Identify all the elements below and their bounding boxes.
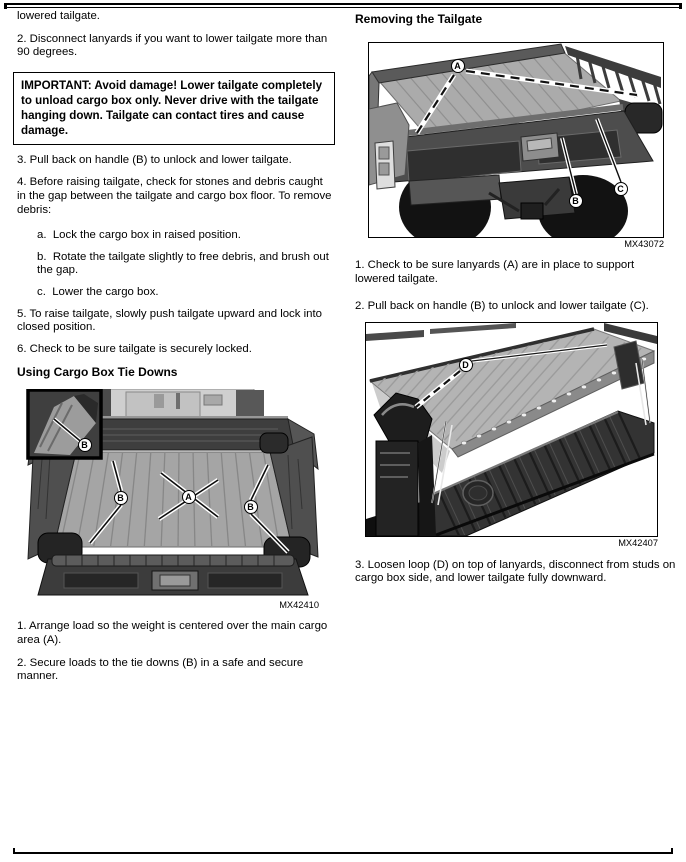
header-rule-cap-right (679, 3, 682, 9)
callout-d-badge: D (459, 358, 473, 372)
tie-step-2: 2. Secure loads to the tie downs (B) in a safe and secure manner. (17, 656, 304, 683)
substep-c: c. Lower the cargo box. (37, 285, 159, 298)
section-heading-tie-downs: Using Cargo Box Tie Downs (17, 365, 178, 380)
callout-c-badge: C (614, 182, 628, 196)
header-rule-bottom (4, 7, 682, 8)
footer-rule (13, 852, 673, 854)
step-5: 5. To raise tailgate, slowly push tailgate upward and lock into closed position. (17, 307, 322, 334)
figure-caption: MX42407 (618, 537, 658, 548)
step-3: 3. Pull back on handle (B) to unlock and lower tailgate. (17, 153, 292, 166)
callout-b-badge: B (244, 500, 258, 514)
figure-lowered-tailgate (365, 322, 658, 537)
step-6: 6. Check to be sure tailgate is securely locked. (17, 342, 252, 355)
callout-b-badge: B (78, 438, 92, 452)
section-heading-removing-tailgate: Removing the Tailgate (355, 12, 483, 26)
remove-step-2: 2. Pull back on handle (B) to unlock and lower tailgate (C). (355, 300, 649, 313)
figure-tailgate-rear-view (368, 42, 664, 238)
paragraph-continued: lowered tailgate. (17, 10, 100, 22)
callout-b-badge: B (114, 491, 128, 505)
callout-b-badge: B (569, 194, 583, 208)
important-notice: IMPORTANT: Avoid damage! Lower tailgate completely to unload cargo box only. Never drive with the tailgate hanging down. Tailgate can contact tires and cause damage. (13, 72, 335, 145)
tie-step-1: 1. Arrange load so the weight is centered over the main cargo area (A). (17, 620, 328, 646)
header-rule-cap-left (4, 3, 7, 9)
remove-step-3: 3. Loosen loop (D) on top of lanyards, disconnect from studs on cargo box side, and lower tailgate fully downward. (355, 558, 676, 585)
figure-caption: MX42410 (279, 600, 319, 611)
footer-rule-tick-left (13, 848, 15, 854)
left-column (17, 10, 333, 693)
cargo-box-illustration (26, 389, 319, 599)
substep-b: b. Rotate the tailgate slightly to free debris, and brush out the gap. (37, 250, 333, 277)
callout-a-badge: A (182, 490, 196, 504)
substep-a: a. Lock the cargo box in raised position. (37, 229, 241, 242)
figure-cargo-box-tie-downs (26, 389, 319, 599)
callout-a-badge: A (451, 59, 465, 73)
figure-caption: MX43072 (624, 239, 664, 249)
tailgate-rear-view-illustration (369, 43, 663, 237)
remove-step-1: 1. Check to be sure lanyards (A) are in place to support lowered tailgate. (355, 259, 635, 285)
step-2: 2. Disconnect lanyards if you want to lower tailgate more than 90 degrees. (17, 32, 328, 59)
header-rule-top (4, 3, 682, 5)
right-column (355, 12, 677, 595)
lowered-tailgate-illustration (366, 323, 657, 536)
step-4: 4. Before raising tailgate, check for stones and debris caught in the gap between the tailgate and cargo box floor. To remove debris: (17, 176, 332, 216)
footer-rule-tick-right (671, 848, 673, 854)
